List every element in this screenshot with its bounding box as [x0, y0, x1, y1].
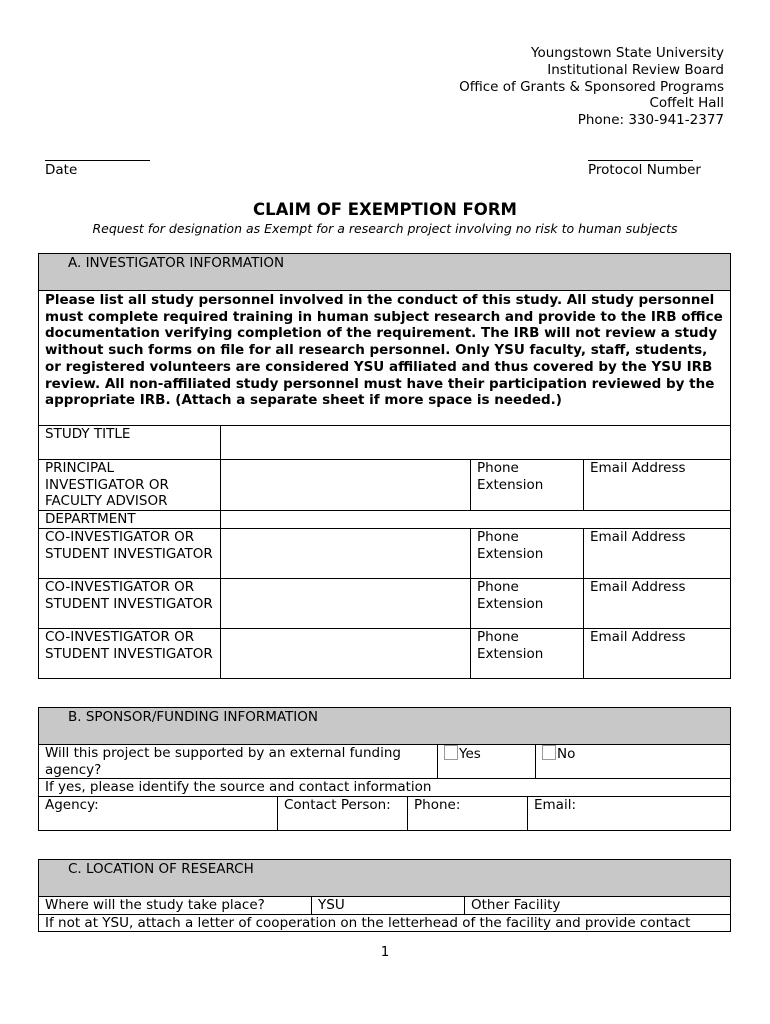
no-label: No — [557, 746, 576, 762]
university-header — [459, 45, 724, 129]
pi-name-field[interactable] — [221, 460, 471, 511]
co-investigator-phone-label[interactable]: Phone Extension — [471, 628, 584, 678]
section-a-heading: A. INVESTIGATOR INFORMATION — [39, 254, 731, 291]
header-line: Phone: 330-941-2377 — [577, 112, 724, 129]
pi-email-label[interactable]: Email Address — [584, 460, 731, 511]
co-investigator-label: CO-INVESTIGATOR OR STUDENT INVESTIGATOR — [39, 628, 221, 678]
date-line[interactable] — [45, 160, 150, 161]
section-b-heading: B. SPONSOR/FUNDING INFORMATION — [39, 708, 731, 745]
co-investigator-name-field[interactable] — [221, 628, 471, 678]
header-line: Coffelt Hall — [649, 95, 724, 112]
funding-yes-option[interactable] — [438, 745, 536, 779]
co-investigator-name-field[interactable] — [221, 528, 471, 578]
co-investigator-phone-label[interactable]: Phone Extension — [471, 578, 584, 628]
investigator-information-table — [38, 253, 731, 679]
study-title-label: STUDY TITLE — [39, 426, 221, 460]
agency-field[interactable]: Agency: — [39, 797, 278, 831]
co-investigator-phone-label[interactable]: Phone Extension — [471, 528, 584, 578]
location-question: Where will the study take place? — [39, 897, 312, 915]
yes-label: Yes — [459, 746, 481, 762]
ysu-option[interactable]: YSU — [312, 897, 465, 915]
date-label: Date — [45, 162, 78, 178]
co-investigator-email-label[interactable]: Email Address — [584, 528, 731, 578]
header-line: Institutional Review Board — [547, 61, 724, 78]
cooperation-letter-note: If not at YSU, attach a letter of cooperation on the letterhead of the facility and provide contact — [39, 914, 731, 932]
department-field[interactable] — [221, 511, 731, 529]
other-facility-option[interactable]: Other Facility — [465, 897, 731, 915]
study-title-field[interactable] — [221, 426, 731, 460]
funding-no-option[interactable] — [536, 745, 731, 779]
form-title: CLAIM OF EXEMPTION FORM — [253, 200, 517, 219]
co-investigator-email-label[interactable]: Email Address — [584, 578, 731, 628]
co-investigator-email-label[interactable]: Email Address — [584, 628, 731, 678]
yes-checkbox[interactable] — [444, 745, 458, 760]
page-number: 1 — [380, 944, 390, 960]
contact-person-field[interactable]: Contact Person: — [278, 797, 408, 831]
co-investigator-name-field[interactable] — [221, 578, 471, 628]
section-c-heading: C. LOCATION OF RESEARCH — [39, 860, 731, 897]
co-investigator-label: CO-INVESTIGATOR OR STUDENT INVESTIGATOR — [39, 528, 221, 578]
pi-label: PRINCIPAL INVESTIGATOR OR FACULTY ADVISOR — [39, 460, 221, 511]
section-a-instructions: Please list all study personnel involved in the conduct of this study. All study personnel must complete required training in human subject research and provide to the IRB office documentation verifying completion of the requirement. The IRB will not review a study without such forms on file for all research personnel. Only YSU faculty, staff, students, or registered volunteers are considered YSU affiliated and thus covered by the YSU IRB review. All non-affiliated study personnel must have their participation reviewed by the appropriate IRB. (Attach a separate sheet if more space is needed.) — [39, 291, 731, 426]
no-checkbox[interactable] — [542, 745, 556, 760]
sponsor-funding-table — [38, 707, 731, 831]
protocol-number-label: Protocol Number — [588, 162, 701, 178]
form-subtitle: Request for designation as Exempt for a research project involving no risk to human subjects — [92, 221, 678, 236]
phone-field[interactable]: Phone: — [408, 797, 528, 831]
email-field[interactable]: Email: — [528, 797, 731, 831]
protocol-number-line[interactable] — [588, 160, 693, 161]
location-of-research-table — [38, 859, 731, 932]
header-line: Office of Grants & Sponsored Programs — [459, 78, 724, 95]
header-line: Youngstown State University — [531, 45, 724, 61]
pi-phone-label[interactable]: Phone Extension — [471, 460, 584, 511]
co-investigator-label: CO-INVESTIGATOR OR STUDENT INVESTIGATOR — [39, 578, 221, 628]
department-label: DEPARTMENT — [39, 511, 221, 529]
funding-source-instruction: If yes, please identify the source and contact information — [39, 779, 731, 797]
funding-question: Will this project be supported by an external funding agency? — [39, 745, 438, 779]
